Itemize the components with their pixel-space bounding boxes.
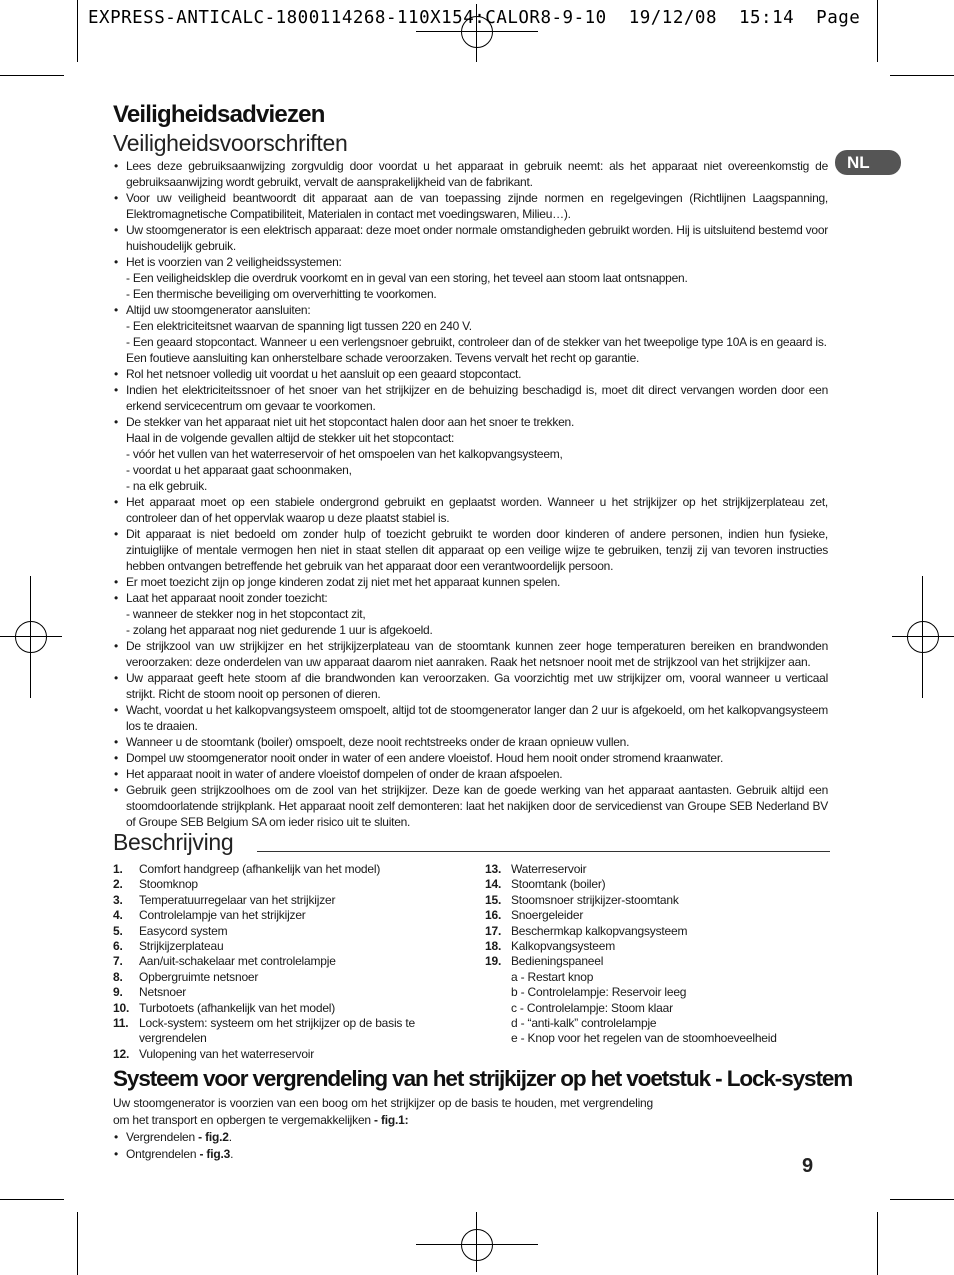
lock-text: Uw stoomgenerator is voorzien van een boog om het strijkijzer op de basis te houden, met vergrendeling om het transport en opbergen te vergemakkelijken	[113, 1096, 653, 1127]
section-title-safety: Veiligheidsvoorschriften	[113, 130, 348, 156]
item-number: 14.	[485, 877, 502, 892]
instruction-text: Het apparaat moet op een stabiele ondergrond gebruikt en geplaatst worden. Wanneer u het strijkijzer op het strijkijzerplateau zet, controleer dan of het oppervlak waarop u deze plaatst stabiel is.	[126, 495, 828, 525]
crop-mark	[890, 75, 954, 76]
crop-mark	[877, 1212, 878, 1275]
control-panel-subitem: d - “anti-kalk” controlelampje	[511, 1016, 657, 1031]
item-number: 18.	[485, 939, 502, 954]
instruction-text: De stekker van het apparaat niet uit het stopcontact halen door aan het snoer te trekken.	[126, 415, 575, 429]
item-number: 10.	[113, 1000, 130, 1015]
language-tab: NL	[835, 150, 901, 175]
instruction-subitem: - vóór het vullen van het waterreservoir of het omspoelen van het kalkopvangsysteem,	[126, 447, 563, 461]
item-number: 3.	[113, 892, 123, 907]
crop-mark	[0, 75, 64, 76]
item-text: Easycord system	[139, 923, 228, 938]
instruction-text: Gebruik geen strijkzoolhoes om de zool van het strijkijzer. Deze kan de goede werking van het apparaat aantasten. Gebruik altijd een stoomdoorlatende strijkplank. Het apparaat nooit zelf demonteren: laat het nakijken door de servicedienst van Groupe SEB Nederland BV of Groupe SEB Belgium SA om ieder risico uit te sluiten.	[126, 783, 828, 829]
parts-list-right	[485, 862, 830, 1047]
list-item	[113, 782, 828, 830]
instruction-text: De strijkzool van uw strijkijzer en het strijkijzerplateau van de stoomtank kunnen zeer hoge temperaturen bereiken en brandwonden veroorzaken: deze onderdelen van uw apparaat daarom niet aanraken. Raak het netsnoer nooit met de strijkzool van het strijkijzer aan.	[126, 639, 828, 669]
list-item	[113, 1047, 453, 1062]
item-number: 16.	[485, 908, 502, 923]
fig-ref: - fig.2	[195, 1130, 229, 1144]
item-number: 17.	[485, 923, 502, 938]
list-item	[113, 766, 828, 782]
instruction-text: Dit apparaat is niet bedoeld om zonder hulp of toezicht gebruikt te worden door kinderen of andere personen, indien hun fysieke, zintuiglijke of mentale vermogen hen niet in staat stellen dit apparaat op een veilige wijze te gebruiken, tenzij zij van tevoren instructies hebben ontvangen betreffende het gebruik van het apparaat door een verantwoordelijk persoon.	[126, 527, 828, 573]
list-item	[113, 382, 828, 414]
slug-time: 15:14	[738, 8, 795, 28]
item-text: Beschermkap kalkopvangsysteem	[511, 923, 688, 938]
list-item	[485, 924, 830, 939]
page-number: 9	[802, 1155, 814, 1177]
list-item	[485, 954, 830, 969]
list-item	[113, 893, 453, 908]
heading-rule	[257, 851, 830, 852]
list-item	[113, 702, 828, 734]
list-item	[113, 254, 828, 302]
instruction-subitem: - na elk gebruik.	[126, 479, 208, 493]
instruction-text: Uw stoomgenerator is een elektrisch apparaat: deze moet onder normale omstandigheden gebruikt worden. Hij is uitsluitend bestemd voor huishoudelijk gebruik.	[126, 223, 828, 253]
list-item	[113, 985, 453, 1000]
item-number: 19.	[485, 954, 502, 969]
item-text: Waterreservoir	[511, 862, 587, 876]
item-text: Vulopening van het waterreservoir	[139, 1046, 315, 1061]
item-text: Opbergruimte netsnoer	[139, 969, 259, 984]
item-text: Stoomsnoer strijkijzer-stoomtank	[511, 892, 679, 907]
item-text: Snoergeleider	[511, 908, 584, 923]
list-item	[113, 190, 828, 222]
control-panel-subitem: e - Knop voor het regelen van de stoomhoeveelheid	[511, 1031, 777, 1046]
item-text: Kalkopvangsysteem	[511, 939, 615, 954]
list-item	[113, 494, 828, 526]
list-item	[113, 414, 828, 494]
crop-mark	[0, 1199, 64, 1200]
item-number: 8.	[113, 969, 123, 984]
section-title-lock-system: Systeem voor vergrendeling van het strijkijzer op het voetstuk - Lock-system	[113, 1066, 853, 1091]
crop-mark	[77, 1212, 78, 1275]
list-item	[113, 908, 453, 923]
list-item	[113, 877, 453, 892]
control-panel-subitem: a - Restart knop	[511, 969, 594, 984]
item-text: Lock-system: systeem om het strijkijzer op de basis te vergrendelen	[139, 1016, 415, 1046]
lock-steps	[113, 1129, 233, 1162]
instruction-text: Uw apparaat geeft hete stoom af die brandwonden kan veroorzaken. Ga voorzichtig met uw strijkijzer om, vooral wanneer u verticaal strijkt. Richt de stoom nooit op personen of dieren.	[126, 671, 828, 701]
list-item	[113, 1016, 453, 1047]
list-item	[485, 862, 830, 877]
crop-mark	[77, 0, 78, 62]
slug-file: EXPRESS-ANTICALC-1800114268-110X154:CALOR8-9-10	[88, 8, 607, 28]
instruction-text: Lees deze gebruiksaanwijzing zorgvuldig door voordat u het apparaat in gebruik neemt: als het apparaat niet overeenkomstig de gebruiksaanwijzing wordt gebruikt, vervalt de aansprakelijkheid van de fabrikant.	[126, 159, 828, 189]
list-item	[113, 222, 828, 254]
slug-page: Page	[816, 8, 861, 28]
item-number: 15.	[485, 892, 502, 907]
list-item	[485, 877, 830, 892]
list-item	[113, 1001, 453, 1016]
item-number: 1.	[113, 862, 123, 876]
instruction-subitem: - Een geaard stopcontact. Wanneer u een verlengsnoer gebruikt, controleer dan of de stekker van het tweepolige type 10A is en geaard is. Een foutieve aansluiting kan onherstelbare schade veroorzaken. Tevens vervalt het recht op garantie.	[126, 335, 827, 365]
list-item	[113, 526, 828, 574]
list-item	[113, 1146, 233, 1163]
item-text: Bedieningspaneel	[511, 954, 604, 969]
lock-fig-ref: - fig.1:	[370, 1112, 409, 1127]
item-number: 11.	[113, 1016, 129, 1031]
item-text: Comfort handgreep (afhankelijk van het model)	[139, 862, 381, 876]
safety-list	[113, 158, 828, 830]
crop-mark	[890, 1199, 954, 1200]
instruction-text: Wacht, voordat u het kalkopvangsysteem omspoelt, altijd tot de stoomgenerator langer dan 2 uur is afgekoeld, om het kalkopvangsysteem los te draaien.	[126, 703, 828, 733]
item-number: 6.	[113, 939, 123, 954]
parts-list-left	[113, 862, 453, 1062]
list-item	[113, 924, 453, 939]
lock-step-text: Ontgrendelen	[126, 1146, 197, 1161]
item-text: Netsnoer	[139, 985, 187, 1000]
list-item	[485, 893, 830, 908]
print-slug	[88, 8, 860, 28]
list-item	[113, 750, 828, 766]
list-item	[113, 954, 453, 969]
item-text: Strijkijzerplateau	[139, 939, 224, 954]
instruction-subitem: Haal in de volgende gevallen altijd de stekker uit het stopcontact:	[126, 431, 455, 445]
crop-mark	[877, 0, 878, 62]
item-number: 5.	[113, 923, 123, 938]
instruction-subitem: - voordat u het apparaat gaat schoonmaken,	[126, 463, 352, 477]
punct: .	[230, 1146, 234, 1161]
item-text: Stoomknop	[139, 877, 198, 892]
instruction-text: Altijd uw stoomgenerator aansluiten:	[126, 303, 311, 317]
list-item	[113, 302, 828, 366]
list-item	[113, 862, 453, 877]
instruction-subitem: - Een veiligheidsklep die overdruk voorkomt en in geval van een storing, het teveel aan stoom laat ontsnappen.	[126, 271, 688, 285]
instruction-text: Dompel uw stoomgenerator nooit onder in water of een andere vloeistof. Houd hem nooit onder stromend kraanwater.	[126, 751, 724, 765]
list-item	[113, 366, 828, 382]
instruction-text: Voor uw veiligheid beantwoordt dit apparaat aan de van toepassing zijnde normen en regelgevingen (Richtlijnen Laagspanning, Elektromagnetische Compatibiliteit, Materialen in contact met voedingswaren, Milieu…).	[126, 191, 828, 221]
list-item	[113, 734, 828, 750]
item-text: Turbotoets (afhankelijk van het model)	[139, 1000, 336, 1015]
item-number: 12.	[113, 1046, 130, 1061]
instruction-text: Het is voorzien van 2 veiligheidssystemen:	[126, 255, 342, 269]
lock-step-text: Vergrendelen	[126, 1130, 195, 1144]
instruction-text: Het apparaat nooit in water of andere vloeistof dompelen of onder de kraan afspoelen.	[126, 767, 563, 781]
safety-instructions	[113, 158, 828, 830]
list-item	[113, 970, 453, 985]
section-title-description: Beschrijving	[113, 829, 234, 855]
instruction-subitem: - Een elektriciteitsnet waarvan de spanning ligt tussen 220 en 240 V.	[126, 319, 472, 333]
list-item	[113, 1129, 233, 1146]
list-item	[113, 574, 828, 590]
page-title: Veiligheidsadviezen	[113, 101, 325, 128]
instruction-subitem: - wanneer de stekker nog in het stopcontact zit,	[126, 607, 366, 621]
item-number: 13.	[485, 862, 502, 876]
list-item	[485, 908, 830, 923]
list-item	[113, 158, 828, 190]
list-item	[113, 939, 453, 954]
item-number: 7.	[113, 954, 123, 969]
instruction-text: Rol het netsnoer volledig uit voordat u het aansluit op een geaard stopcontact.	[126, 367, 522, 381]
item-number: 2.	[113, 877, 123, 892]
item-number: 4.	[113, 908, 123, 923]
instruction-text: Indien het elektriciteitssnoer of het snoer van het strijkijzer en de behuizing beschadigd is, moet dit direct vervangen worden door een erkend servicecentrum om gevaar te voorkomen.	[126, 383, 828, 413]
item-number: 9.	[113, 985, 123, 1000]
slug-date: 19/12/08	[628, 8, 717, 28]
punct: .	[228, 1130, 232, 1144]
item-text: Controlelampje van het strijkijzer	[139, 908, 306, 923]
instruction-text: Er moet toezicht zijn op jonge kinderen zodat zij niet met het apparaat kunnen spelen.	[126, 575, 561, 589]
list-item	[485, 939, 830, 954]
instruction-subitem: - Een thermische beveiliging om oververhitting te voorkomen.	[126, 287, 437, 301]
list-item	[113, 590, 828, 638]
instruction-text: Wanneer u de stoomtank (boiler) omspoelt, deze nooit rechtstreeks onder de kraan opnieuw vullen.	[126, 735, 630, 749]
list-item	[113, 638, 828, 670]
lock-system-paragraph	[113, 1095, 653, 1128]
item-text: Temperatuurregelaar van het strijkijzer	[139, 892, 336, 907]
item-text: Stoomtank (boiler)	[511, 877, 606, 892]
list-item	[113, 670, 828, 702]
instruction-subitem: - zolang het apparaat nog niet gedurende 1 uur is afgekoeld.	[126, 623, 433, 637]
instruction-text: Laat het apparaat nooit zonder toezicht:	[126, 591, 328, 605]
control-panel-subitem: b - Controlelampje: Reservoir leeg	[511, 985, 687, 1000]
fig-ref: - fig.3	[196, 1146, 231, 1161]
control-panel-subitem: c - Controlelampje: Stoom klaar	[511, 1000, 673, 1015]
item-text: Aan/uit-schakelaar met controlelampje	[139, 954, 336, 969]
